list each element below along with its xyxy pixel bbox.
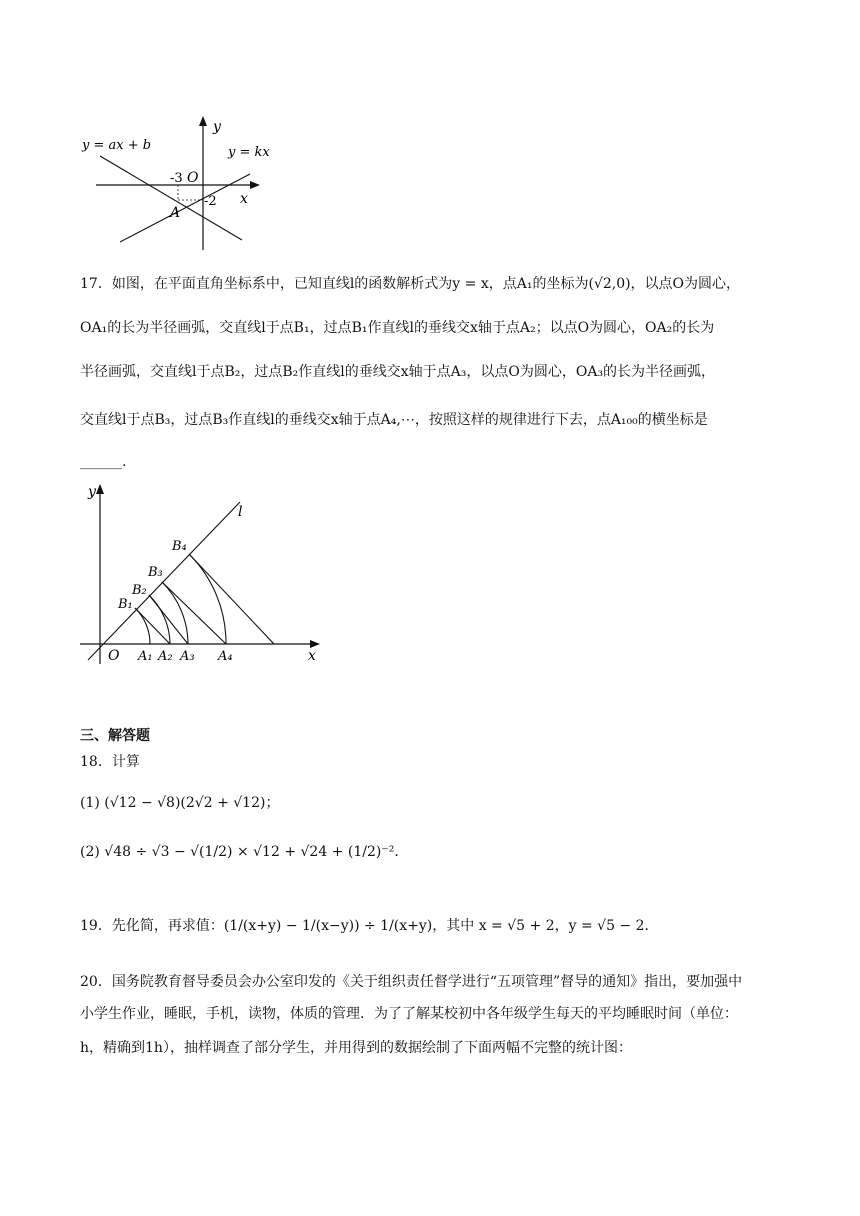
q17-answer-blank: ______. [80, 454, 127, 470]
label-A2: A₂ [158, 649, 173, 664]
label-minus2: -2 [204, 194, 217, 209]
x-axis-arrow [310, 640, 320, 648]
q18-part1-label: (1) [80, 795, 100, 811]
figure-q17-arcs [76, 478, 328, 670]
label-A1: A₁ [138, 649, 153, 664]
q20-line2: 小学生作业，睡眠，手机，读物，体质的管理．为了了解某校初中各年级学生每天的平均睡眠时间（单位： [80, 1006, 738, 1022]
line-y-kx [120, 174, 250, 242]
label-point-A: A [170, 205, 181, 221]
q17-line1: 17．如图，在平面直角坐标系中，已知直线l的函数解析式为y = x，点A₁的坐标为(√2,0)，以点O为圆心， [80, 276, 741, 292]
arc-4 [189, 554, 226, 644]
q19-prefix: 19．先化简，再求值： [80, 918, 224, 934]
label-l: l [238, 504, 243, 520]
label-x: x [240, 191, 248, 207]
q18-part2 [80, 842, 408, 862]
x-axis-arrow [250, 181, 260, 189]
y-axis-arrow [199, 116, 207, 126]
q18-part2-label: (2) [80, 844, 100, 860]
section-title: 三、解答题 [80, 728, 150, 744]
line-y-ax-b [100, 156, 242, 240]
q18-part1-expr: (√12 − √8)(2√2 + √12)； [104, 795, 280, 811]
label-B1: B₁ [118, 597, 133, 612]
arc-2 [149, 595, 170, 644]
q20-line1: 20．国务院教育督导委员会办公室印发的《关于组织责任督学进行“五项管理”督导的通知》指出，要加强中 [80, 974, 743, 990]
perp-B2-A3 [149, 595, 188, 644]
line-l [88, 502, 243, 660]
q18-part1 [80, 793, 279, 813]
label-B3: B₃ [148, 565, 163, 580]
q18-part2-expr: √48 ÷ √3 − √(1/2) × √12 + √24 + (1/2)⁻²． [104, 844, 409, 860]
label-O: O [108, 648, 120, 664]
label-origin: O [187, 170, 199, 186]
q17-line4: 交直线l于点B₃，过点B₃作直线l的垂线交x轴于点A₄,⋯，按照这样的规律进行下去，点A₁₀₀的横坐标是 [80, 412, 708, 428]
q20-line3: h，精确到1h），抽样调查了部分学生，并用得到的数据绘制了下面两幅不完整的统计图： [80, 1040, 632, 1056]
arc-1 [135, 608, 150, 644]
label-A4: A₄ [218, 649, 233, 664]
q19-suffix: ，其中 x = √5 + 2，y = √5 − 2． [432, 918, 659, 934]
q19 [80, 916, 659, 936]
label-B2: B₂ [132, 583, 147, 598]
perp-B1-A2 [135, 608, 170, 644]
label-y: y [213, 119, 221, 135]
q19-expression: (1/(x+y) − 1/(x−y)) ÷ 1/(x+y) [223, 918, 433, 934]
y-axis-arrow [96, 484, 104, 494]
label-line1: y = ax + b [82, 138, 152, 153]
label-x: x [308, 648, 316, 664]
label-y: y [88, 484, 96, 500]
label-line2: y = kx [228, 145, 270, 160]
q18-title: 18．计算 [80, 754, 140, 770]
label-B4: B₄ [172, 539, 187, 554]
label-A3: A₃ [180, 649, 195, 664]
figure-q16-graph [80, 112, 280, 252]
label-minus3: -3 [170, 171, 183, 186]
perp-B3-A4 [162, 582, 226, 644]
q17-line2: OA₁的长为半径画弧，交直线l于点B₁，过点B₁作直线l的垂线交x轴于点A₂；以点O为圆心，OA₂的长为 [80, 320, 715, 336]
arc-3 [162, 582, 188, 644]
perp-B4-A5 [189, 554, 274, 644]
q17-line3: 半径画弧，交直线l于点B₂，过点B₂作直线l的垂线交x轴于点A₃，以点O为圆心，OA₃的长为半径画弧， [80, 364, 716, 380]
